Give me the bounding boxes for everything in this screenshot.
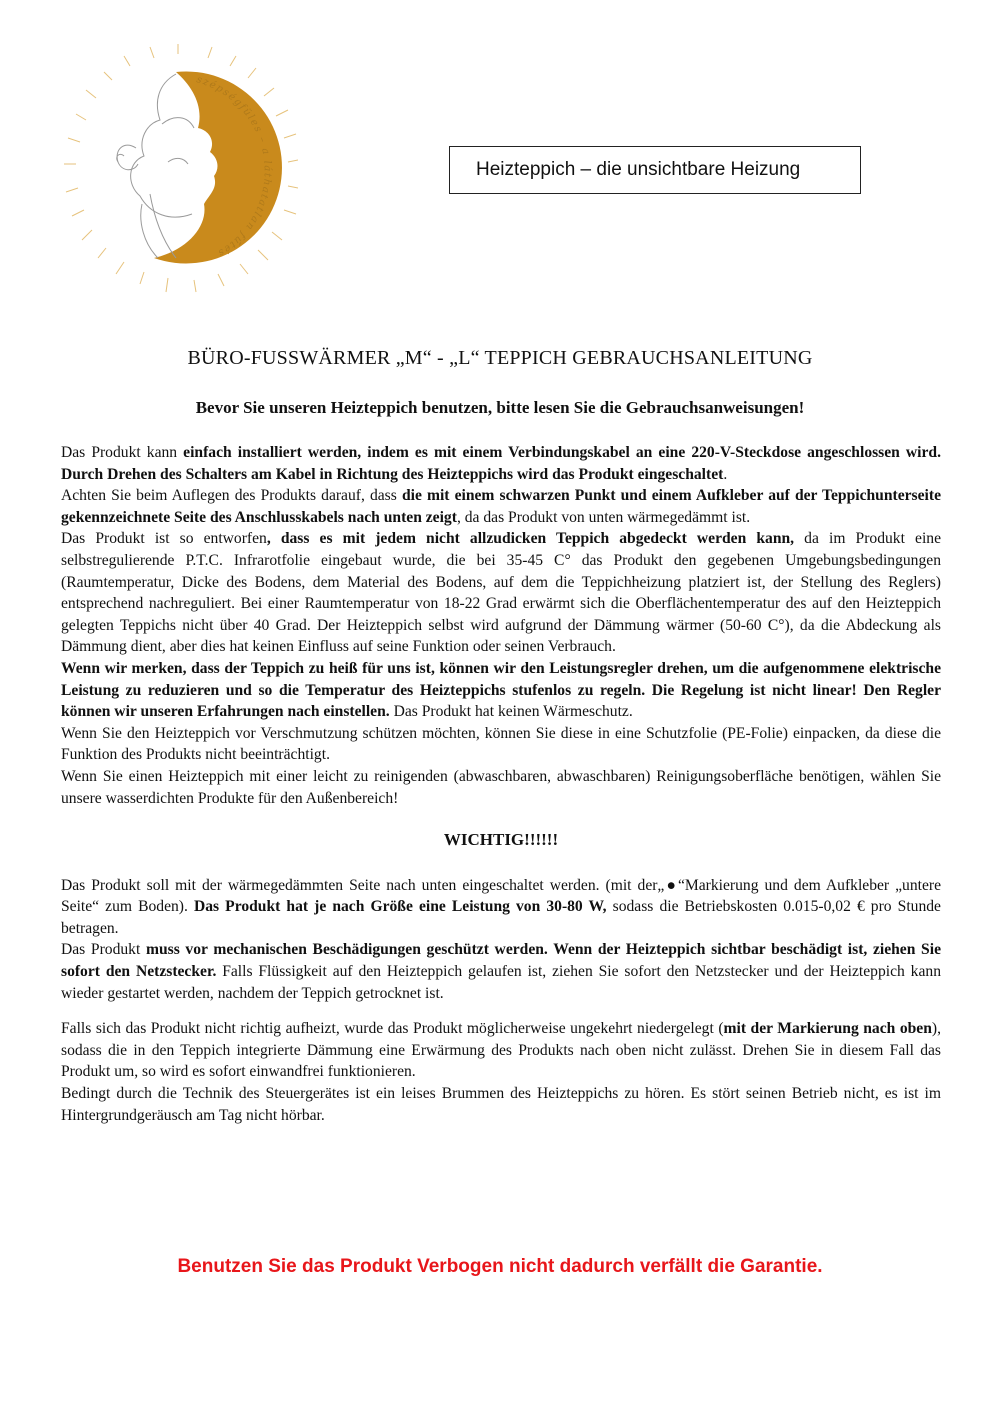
paragraph-protection-foil: Wenn Sie den Heizteppich vor Verschmutzung schützen möchten, können Sie diese in eine Schutzfolie (PE-Folie) einpacken, da diese die Funktion des Produkts nicht beeinträchtigt. bbox=[61, 724, 941, 764]
document-body bbox=[61, 442, 941, 1126]
paragraph-waterproof: Wenn Sie einen Heizteppich mit einer leicht zu reinigenden (abwaschbaren, abwaschbaren) Reinigungsoberfläche benötigen, wählen Sie unsere wasserdichten Produkte für den Außenbereich! bbox=[61, 767, 941, 807]
paragraph-damage: Das Produkt muss vor mechanischen Beschädigungen geschützt werden. Wenn der Heizteppich sichtbar beschädigt ist, ziehen Sie sofort den Netzstecker. Falls Flüssigkeit auf den Heizteppich gelaufen ist, ziehen Sie sofort den Netzstecker und der Heizteppich kann wieder gestartet werden, nachdem der Teppich getrocknet ist. bbox=[61, 941, 941, 1002]
important-heading: WICHTIG!!!!!! bbox=[443, 830, 559, 850]
paragraph-orientation-power: Das Produkt soll mit der wärmegedämmten Seite nach unten eingeschaltet werden. (mit der„●“Markierung und dem Aufkleber „untere Seite“ zum Boden). Das Produkt hat je nach Größe eine Leistung von 30-80 W, sodass die Betriebskosten 0.015-0,02 € pro Stunde betragen. bbox=[61, 876, 941, 937]
paragraph-installation: Das Produkt kann einfach installiert werden, indem es mit einem Verbindungskabel an eine 220-V-Steckdose angeschlossen wird. Durch Drehen des Schalters am Kabel in Richtung des Heizteppichs wird das Produkt eingeschaltet. bbox=[61, 444, 941, 483]
paragraph-placement: Achten Sie beim Auflegen des Produkts darauf, dass die mit einem schwarzen Punkt und einem Aufkleber auf der Teppichunterseite gekennzeichnete Seite des Anschlusskabels nach unten zeigt, da das Produkt von unten wärmegedämmt ist. bbox=[61, 487, 941, 526]
paragraph-troubleshooting: Falls sich das Produkt nicht richtig aufheizt, wurde das Produkt möglicherweise ungekehrt niedergelegt (mit der Markierung nach oben), sodass die in den Teppich integrierte Dämmung eine Erwärmung des Produkts nach oben nicht zulässt. Drehen Sie in diesem Fall das Produkt um, so wird es sofort einwandfrei funktionieren. bbox=[61, 1020, 941, 1081]
paragraph-noise: Bedingt durch die Technik des Steuergerätes ist ein leises Brummen des Heizteppichs zu hören. Es stört seinen Betrieb nicht, es ist im Hintergrundgeräusch am Tag nicht hörbar. bbox=[61, 1085, 941, 1124]
brand-logo bbox=[58, 44, 298, 294]
paragraph-design: Das Produkt ist so entworfen, dass es mit jedem nicht allzudicken Teppich abgedeckt werden kann, da im Produkt eine selbstregulierende P.T.C. Infrarotfolie eingebaut wurde, die bei 35-45 C° das Produkt den gegebenen Umgebungsbedingungen (Raumtemperatur, Dicke des Bodens, dem Material des Bodens, auf dem die Teppichheizung platziert ist, der Stellung des Reglers) entsprechend nachreguliert. Bei einer Raumtemperatur von 18-22 Grad erwärmt sich die Oberflächentemperatur des auf den Heizteppich gelegten Teppichs nicht über 40 Grad. Der Heizteppich selbst wird aufgrund der Dämmung wärmer (50-60 C°), da die Abdeckung als Dämmung dient, aber dies hat keinen Einfluss auf seine Funktion oder seinen Verbrauch. bbox=[61, 530, 941, 656]
warranty-warning: Benutzen Sie das Produkt Verbogen nicht dadurch verfällt die Garantie. bbox=[177, 1256, 823, 1277]
logo-arc-text: szépségfüles – a láthatatlan fűtés bbox=[195, 74, 273, 259]
instruction-notice: Bevor Sie unseren Heizteppich benutzen, bitte lesen Sie die Gebrauchsanweisungen! bbox=[195, 398, 805, 417]
document-title: BÜRO-FUSSWÄRMER „M“ - „L“ TEPPICH GEBRAUCHSANLEITUNG bbox=[187, 347, 813, 369]
paragraph-regulation: Wenn wir merken, dass der Teppich zu heiß für uns ist, können wir den Leistungsregler drehen, um die aufgenommene elektrische Leistung zu reduzieren und so die Temperatur des Heizteppichs stufenlos zu regeln. Die Regelung ist nicht linear! Den Regler können wir unseren Erfahrungen nach einstellen. Das Produkt hat keinen Wärmeschutz. bbox=[61, 659, 941, 721]
face-line-art-icon bbox=[117, 74, 194, 258]
header-title-box: Heizteppich – die unsichtbare Heizung bbox=[449, 146, 861, 194]
